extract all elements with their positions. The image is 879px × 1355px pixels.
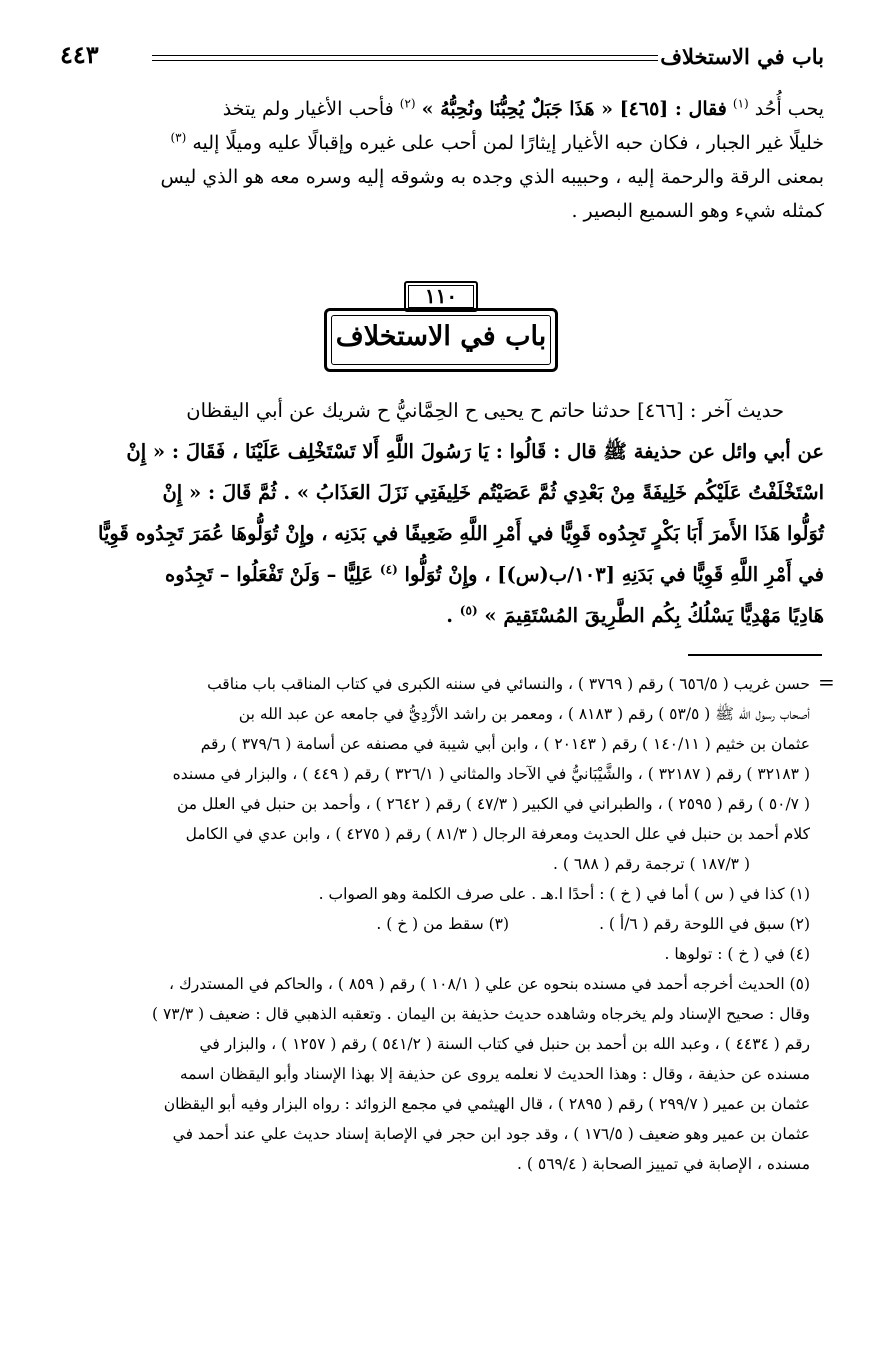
footnote-separator — [688, 654, 822, 656]
footnote-1: (١) كذا في ( س ) أما في ( خ ) : أحدًا ا.هـ . على صرف الكلمة وهو الصواب . — [318, 885, 810, 903]
footnote-4: (٤) في ( خ ) : تولوها . — [664, 945, 810, 963]
footnote-5-line: عثمان بن عمير وهو ضعيف ( ١٧٦/٥ ) ، وقد جود ابن حجر في الإصابة إسناد حديث علي عند أحمد في — [172, 1125, 810, 1143]
intro-paragraph — [72, 92, 824, 228]
footnote-ref: (٣) — [170, 130, 187, 145]
footnote-line: ( ٣٢١٨٣ ) رقم ( ٣٢١٨٧ ) ، والشَّيْبَانيُّ في الآحاد والمثاني ( ٣٢٦/١ ) رقم ( ٤٤٩ ) ، والبزار في مسنده — [172, 765, 810, 783]
footnote-5-line: رقم ( ٤٤٣٤ ) ، وعبد الله بن أحمد بن حنبل في كتاب السنة ( ٥٤١/٢ ) رقم ( ١٢٥٧ ) ، والبزار في — [199, 1035, 810, 1053]
footnote-ref: (١) — [732, 96, 749, 111]
intro-line: كمثله شيء وهو السميع البصير . — [571, 200, 824, 222]
footnote-line: ( ٥٠/٧ ) رقم ( ٢٥٩٥ ) ، والطبراني في الكبير ( ٤٧/٣ ) رقم ( ٢٦٤٢ ) ، وأحمد بن حنبل في العلل من — [177, 795, 810, 813]
header-title: باب في الاستخلاف — [660, 44, 824, 69]
chapter-number-frame — [404, 281, 478, 312]
intro-line: يحب أُحُد $^{(١)}$ فقال : [٤٦٥] « هَذَا جَبَلٌ يُحِبُّنَا ونُحِبُّهُ » $^{(٢)}$ فأحب الأغيار ولم يتخذ — [222, 96, 824, 120]
footnote-pair — [66, 909, 810, 939]
intro-line: خليلًا غير الجبار ، فكان حبه الأغيار إيثارًا لمن أحب على غيره وإقبالًا عليه وميلًا إليه $^{(٣)}$ — [170, 130, 824, 154]
footnote-line: عثمان بن خثيم ( ١٤٠/١١ ) رقم ( ٢٠١٤٣ ) ، وابن أبي شيبة في مصنفه عن أسامة ( ٣٧٩/٦ ) رقم — [200, 735, 810, 753]
footnote-5-line: مسنده عن حذيفة ، وقال : وهذا الحديث لا نعلمه يروى عن حذيفة إلا بهذا الإسناد وأبو اليقظان اسمه — [179, 1065, 810, 1083]
hadith-paragraph — [60, 390, 824, 636]
footnote-3: (٣) سقط من ( خ ) . — [376, 915, 510, 933]
footnote-line: حسن غريب ( ٦٥٦/٥ ) رقم ( ٣٧٦٩ ) ، والنسائي في سننه الكبرى في كتاب المناقب باب مناقب — [207, 675, 810, 693]
footnote-line: ( ١٨٧/٣ ) ترجمة رقم ( ٦٨٨ ) . — [553, 855, 750, 873]
header-rule — [152, 55, 658, 61]
hadith-line: تُوَلُّوا هَذَا الأَمرَ أَبَا بَكْرٍ تَجِدُوه قَوِيًّا في أَمْرِ اللَّهِ ضَعِيفًا في بَدَنِه ، وإِنْ تُوَلُّوهَا عُمَرَ تَجِدُوه قَوِيًّا — [98, 522, 824, 545]
footnote-ref: (٥) — [459, 603, 478, 618]
footnotes — [66, 669, 810, 1179]
footnote-ref: (٤) — [379, 562, 398, 577]
hadith-line: اسْتَخْلَفْتُ عَلَيْكُم خَلِيفَةً مِنْ بَعْدِي ثُمَّ عَصَيْتُم خَلِيفَتِي نَزَلَ العَذَابُ » . ثُمَّ قَالَ : « إِنْ — [162, 481, 824, 504]
footnote-5-line: مسنده ، الإصابة في تمييز الصحابة ( ٥٦٩/٤ ) . — [517, 1155, 810, 1173]
intro-line: بمعنى الرقة والرحمة إليه ، وحبيبه الذي وجده به وشوقه إليه وسره معه هو الذي ليس — [160, 166, 824, 188]
footnote-2: (٢) سبق في اللوحة رقم ( ٦/أ ) . — [599, 915, 810, 933]
hadith-line: هَادِيًا مَهْدِيًّا يَسْلُكُ بِكُم الطَّرِيقَ المُسْتَقِيمَ » $^{(٥)}$ . — [446, 603, 824, 627]
running-header — [60, 38, 824, 74]
chapter-title: باب في الاستخلاف — [335, 321, 547, 352]
hadith-line: حديث آخر : [٤٦٦] حدثنا حاتم ح يحيى ح الحِمَّانيُّ ح شريك عن أبي اليقظان — [186, 399, 784, 422]
hadith-line: عن أبي وائل عن حذيفة ﷺ قال : قَالُوا : يَا رَسُولَ اللَّهِ أَلا تَسْتَخْلِف عَلَيْنَا ، فَقَالَ : « إِنْ — [126, 440, 824, 463]
chapter-title-frame — [324, 308, 558, 372]
page-number: ٤٤٣ — [60, 40, 99, 69]
footnote-ref: (٢) — [399, 96, 416, 111]
chapter-number: ١١٠ — [424, 284, 458, 308]
footnote-line: كلام أحمد بن حنبل في علل الحديث ومعرفة الرجال ( ٨١/٣ ) رقم ( ٤٢٧٥ ) ، وابن عدي في الكامل — [185, 825, 810, 843]
footnote-5-line: وقال : صحيح الإسناد ولم يخرجاه وشاهده حديث حذيفة بن اليمان . وتعقبه الذهبي قال : ضعيف ( ٧٣/٣ ) — [151, 1005, 810, 1023]
continuation-marker: = — [818, 670, 835, 694]
footnote-5-line: عثمان بن عمير ( ٢٩٩/٧ ) رقم ( ٢٨٩٥ ) ، قال الهيثمي في مجمع الزوائد : رواه البزار وفيه أبو اليقظان — [163, 1095, 810, 1113]
footnote-5-line: (٥) الحديث أخرجه أحمد في مسنده بنحوه عن علي ( ١٠٨/١ ) رقم ( ٨٥٩ ) ، والحاكم في المستدرك ، — [169, 975, 810, 993]
footnote-line: أصحاب رسول الله ﷺ ( ٥٣/٥ ) رقم ( ٨١٨٣ ) ، ومعمر بن راشد الأزْدِيُّ في جامعه عن عبد الله بن — [238, 705, 810, 723]
hadith-line: في أَمْرِ اللَّهِ قَوِيًّا في بَدَنِهِ [١٠٣/ب(س)] ، وإِنْ تُوَلُّوا $^{(٤)}$ عَلِيًّا – وَلَنْ تَفْعَلُوا – تَجِدُوه — [165, 562, 824, 586]
